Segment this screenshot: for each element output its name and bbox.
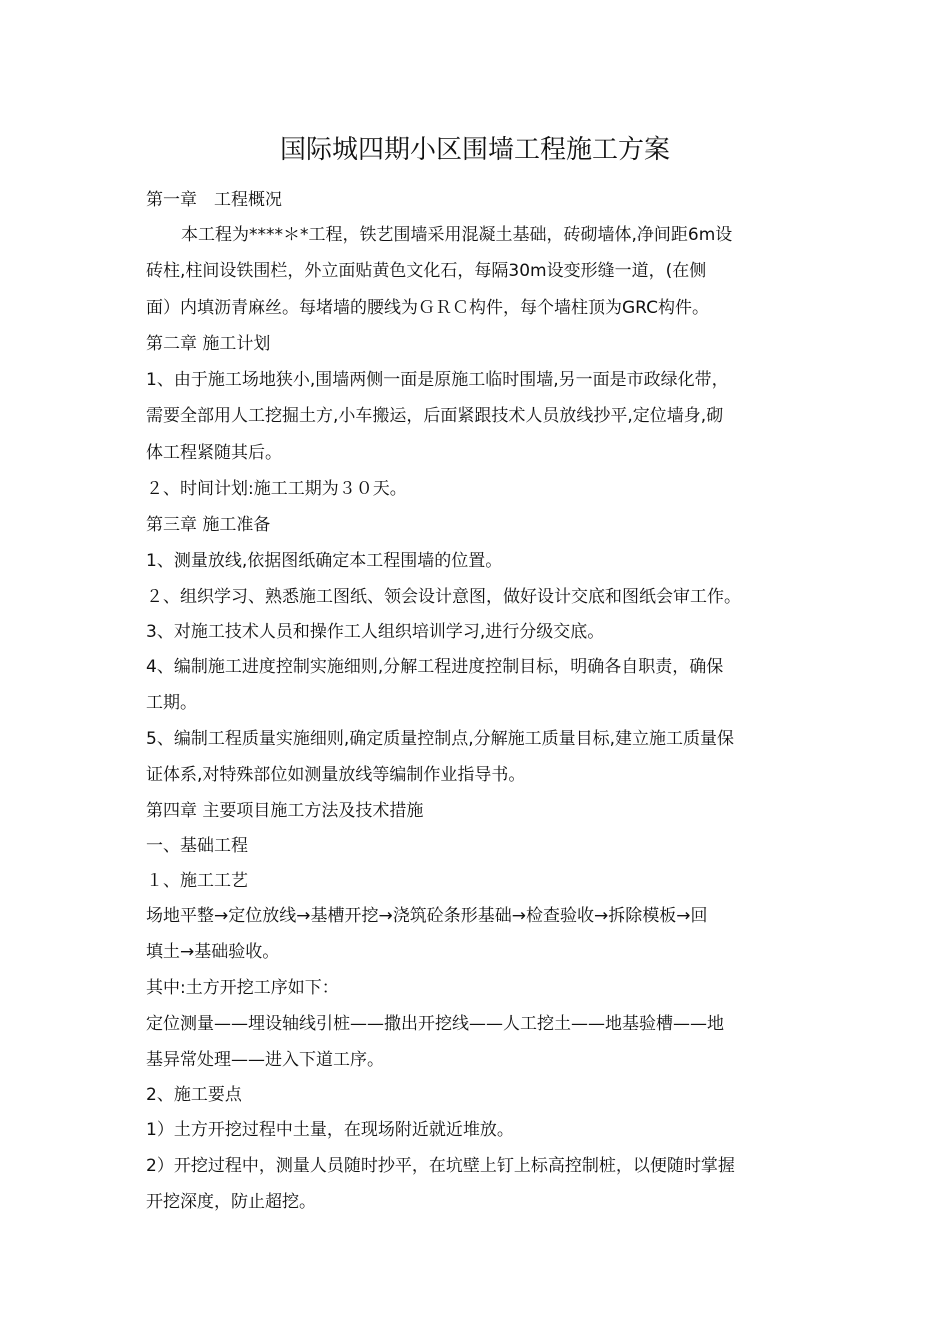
- paragraph-line: 体工程紧随其后。: [146, 443, 282, 463]
- subsection-heading: 2、施工要点: [146, 1085, 242, 1105]
- chapter-4-heading: 第四章 主要项目施工方法及技术措施: [146, 801, 424, 821]
- paragraph-line: 1、由于施工场地狭小,围墙两侧一面是原施工临时围墙,另一面是市政绿化带，: [146, 370, 729, 390]
- chapter-3-heading: 第三章 施工准备: [146, 515, 271, 535]
- paragraph-line: 开挖深度，防止超挖。: [146, 1192, 316, 1212]
- paragraph-line: ２、时间计划:施工工期为３０天。: [146, 479, 407, 499]
- paragraph-line: 其中:土方开挖工序如下：: [146, 978, 339, 998]
- paragraph-line: 需要全部用人工挖掘土方,小车搬运，后面紧跟技术人员放线抄平,定位墙身,砌: [146, 406, 724, 426]
- subsection-heading: １、施工工艺: [146, 871, 248, 891]
- section-heading: 一、基础工程: [146, 836, 248, 856]
- paragraph-line: 3、对施工技术人员和操作工人组织培训学习,进行分级交底。: [146, 622, 605, 642]
- paragraph-line: 证体系,对特殊部位如测量放线等编制作业指导书。: [146, 765, 526, 785]
- paragraph-line: 本工程为****＊*工程，铁艺围墙采用混凝土基础，砖砌墙体,净间距6m设: [181, 225, 733, 245]
- document-title: 国际城四期小区围墙工程施工方案: [279, 135, 670, 165]
- paragraph-line: 2）开挖过程中，测量人员随时抄平，在坑壁上钉上标高控制桩，以便随时掌握: [146, 1156, 735, 1176]
- paragraph-line: 定位测量——埋设轴线引桩——撒出开挖线——人工挖土——地基验槽——地: [146, 1014, 724, 1034]
- paragraph-line: 1、测量放线,依据图纸确定本工程围墙的位置。: [146, 551, 503, 571]
- paragraph-line: ２、组织学习、熟悉施工图纸、领会设计意图，做好设计交底和图纸会审工作。: [146, 587, 741, 607]
- paragraph-line: 5、编制工程质量实施细则,确定质量控制点,分解施工质量目标,建立施工质量保: [146, 729, 735, 749]
- paragraph-line: 基异常处理——进入下道工序。: [146, 1050, 384, 1070]
- paragraph-line: 面）内填沥青麻丝。每堵墙的腰线为ＧＲＣ构件，每个墙柱顶为GRC构件。: [146, 298, 710, 318]
- chapter-1-heading: 第一章 工程概况: [146, 190, 282, 210]
- paragraph-line: 填土→基础验收。: [146, 942, 280, 962]
- paragraph-line: 工期。: [146, 693, 197, 713]
- paragraph-line: 场地平整→定位放线→基槽开挖→浇筑砼条形基础→检查验收→拆除模板→回: [146, 906, 708, 926]
- paragraph-line: 4、编制施工进度控制实施细则,分解工程进度控制目标，明确各自职责，确保: [146, 657, 724, 677]
- chapter-2-heading: 第二章 施工计划: [146, 334, 271, 354]
- paragraph-line: 1）土方开挖过程中土量，在现场附近就近堆放。: [146, 1120, 514, 1140]
- paragraph-line: 砖柱,柱间设铁围栏，外立面贴黄色文化石，每隔30m设变形缝一道，(在侧: [146, 261, 707, 281]
